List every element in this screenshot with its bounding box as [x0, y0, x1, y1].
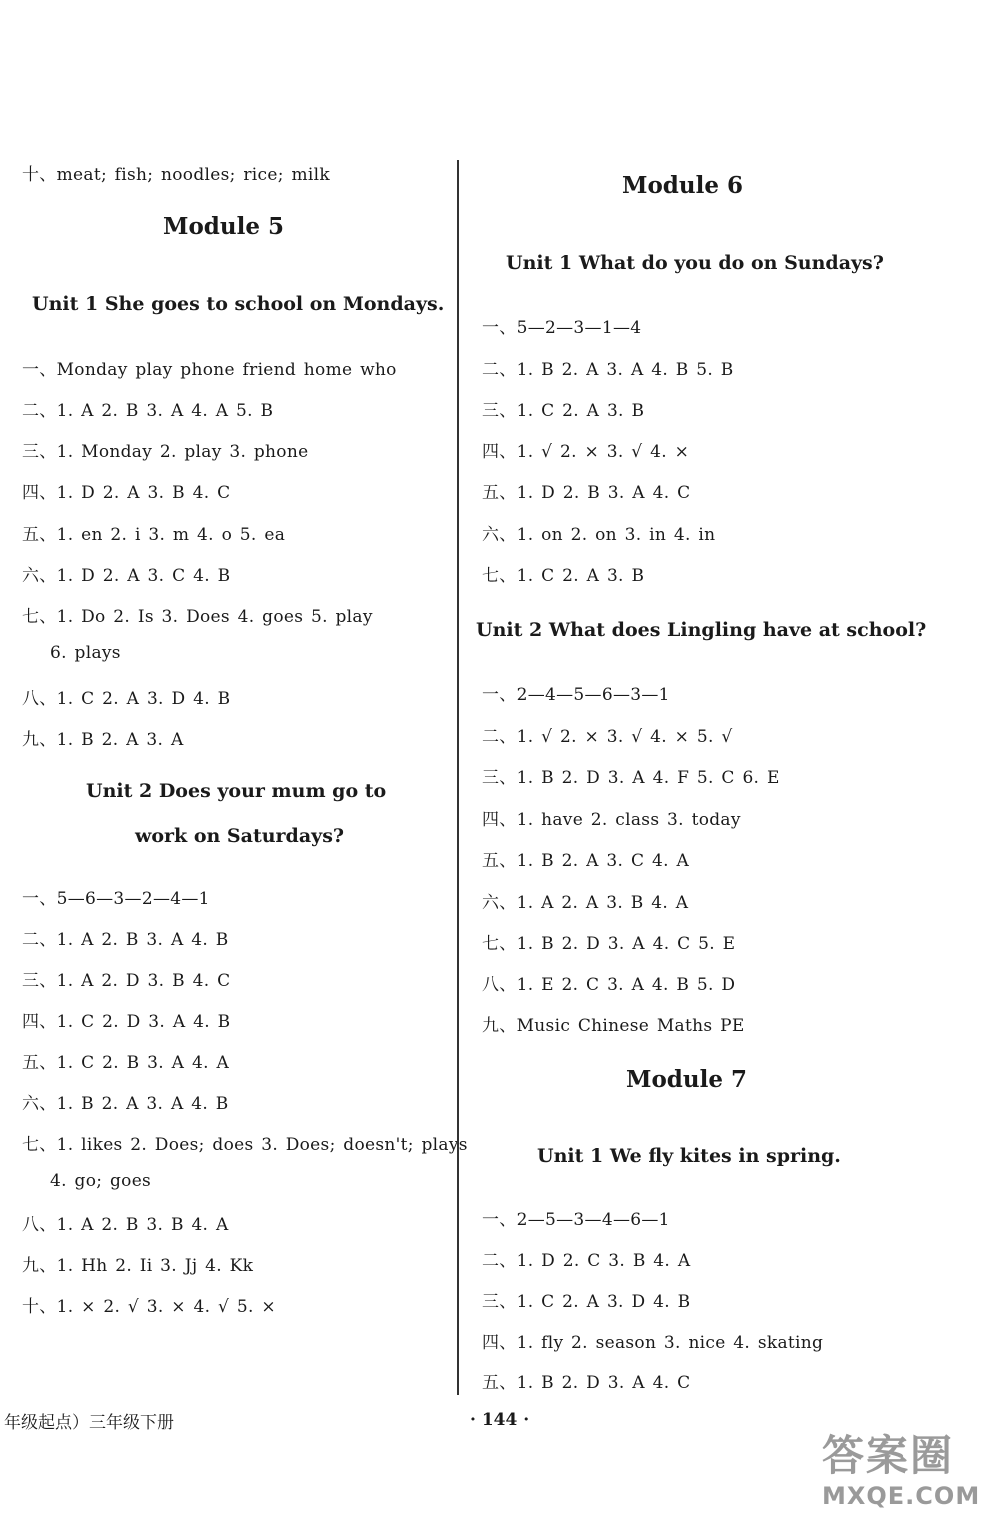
answer-line: 七、1. Do 2. Is 3. Does 4. goes 5. play [22, 607, 373, 627]
answer-line: 七、1. C 2. A 3. B [482, 566, 645, 586]
answer-line: 八、1. A 2. B 3. B 4. A [22, 1215, 229, 1235]
watermark-bottom: MXQE.COM [822, 1482, 981, 1510]
answer-line: 四、1. D 2. A 3. B 4. C [22, 483, 231, 503]
answer-line: 六、1. D 2. A 3. C 4. B [22, 566, 231, 586]
answer-line: 三、1. A 2. D 3. B 4. C [22, 971, 231, 991]
m6-unit1-title: Unit 1 What do you do on Sundays? [506, 252, 884, 274]
answer-line: 三、1. C 2. A 3. D 4. B [482, 1292, 691, 1312]
answer-line: 二、1. A 2. B 3. A 4. B [22, 930, 229, 950]
answer-line: 十、1. × 2. √ 3. × 4. √ 5. × [22, 1297, 276, 1317]
answer-line: 一、2—4—5—6—3—1 [482, 685, 670, 705]
answer-line: 二、1. D 2. C 3. B 4. A [482, 1251, 691, 1271]
answer-line: 六、1. A 2. A 3. B 4. A [482, 893, 689, 913]
answer-line: 四、1. C 2. D 3. A 4. B [22, 1012, 231, 1032]
answer-line: 五、1. B 2. D 3. A 4. C [482, 1373, 691, 1393]
answer-line: 七、1. likes 2. Does; does 3. Does; doesn't; plays [22, 1135, 468, 1155]
answer-line: 四、1. fly 2. season 3. nice 4. skating [482, 1333, 824, 1353]
answer-line: 五、1. en 2. i 3. m 4. o 5. ea [22, 525, 286, 545]
m5-unit1-title: Unit 1 She goes to school on Mondays. [32, 293, 445, 315]
answer-line: 一、2—5—3—4—6—1 [482, 1210, 670, 1230]
answer-line: 一、Monday play phone friend home who [22, 360, 397, 380]
answer-line: 七、1. B 2. D 3. A 4. C 5. E [482, 934, 736, 954]
answer-line: 四、1. have 2. class 3. today [482, 810, 741, 830]
answer-line: 六、1. B 2. A 3. A 4. B [22, 1094, 229, 1114]
answer-line: 三、1. C 2. A 3. B [482, 401, 645, 421]
answer-line-continued: 6. plays [50, 643, 121, 663]
answer-line: 一、5—6—3—2—4—1 [22, 889, 210, 909]
answer-line: 八、1. C 2. A 3. D 4. B [22, 689, 231, 709]
column-divider [457, 160, 459, 1395]
answer-line-ten: 十、meat; fish; noodles; rice; milk [22, 165, 330, 185]
answer-line: 九、Music Chinese Maths PE [482, 1016, 745, 1036]
answer-line: 二、1. √ 2. × 3. √ 4. × 5. √ [482, 727, 733, 747]
page-number: · 144 · [470, 1410, 530, 1430]
answer-line: 九、1. B 2. A 3. A [22, 730, 184, 750]
m7-unit1-title: Unit 1 We fly kites in spring. [537, 1145, 841, 1167]
answer-line: 九、1. Hh 2. Ii 3. Jj 4. Kk [22, 1256, 254, 1276]
module-6-title: Module 6 [622, 172, 743, 199]
answer-line: 四、1. √ 2. × 3. √ 4. × [482, 442, 690, 462]
answer-line: 五、1. B 2. A 3. C 4. A [482, 851, 690, 871]
answer-line: 三、1. B 2. D 3. A 4. F 5. C 6. E [482, 768, 780, 788]
answer-line: 八、1. E 2. C 3. A 4. B 5. D [482, 975, 736, 995]
answer-line: 二、1. A 2. B 3. A 4. A 5. B [22, 401, 274, 421]
module-7-title: Module 7 [626, 1066, 747, 1093]
answer-line: 六、1. on 2. on 3. in 4. in [482, 525, 716, 545]
watermark-logo [822, 1430, 992, 1525]
answer-line: 一、5—2—3—1—4 [482, 318, 642, 338]
watermark-top: 答案圈 [822, 1431, 955, 1480]
m6-unit2-title: Unit 2 What does Lingling have at school? [476, 619, 927, 641]
answer-line-continued: 4. go; goes [50, 1171, 152, 1191]
answer-line: 三、1. Monday 2. play 3. phone [22, 442, 309, 462]
footer-grade-text: 年级起点）三年级下册 [4, 1413, 174, 1433]
m5-unit2-title-line2: work on Saturdays? [135, 825, 345, 847]
answer-line: 五、1. C 2. B 3. A 4. A [22, 1053, 230, 1073]
m5-unit2-title-line1: Unit 2 Does your mum go to [86, 780, 387, 802]
module-5-title: Module 5 [163, 213, 284, 240]
answer-line: 二、1. B 2. A 3. A 4. B 5. B [482, 360, 734, 380]
answer-line: 五、1. D 2. B 3. A 4. C [482, 483, 691, 503]
